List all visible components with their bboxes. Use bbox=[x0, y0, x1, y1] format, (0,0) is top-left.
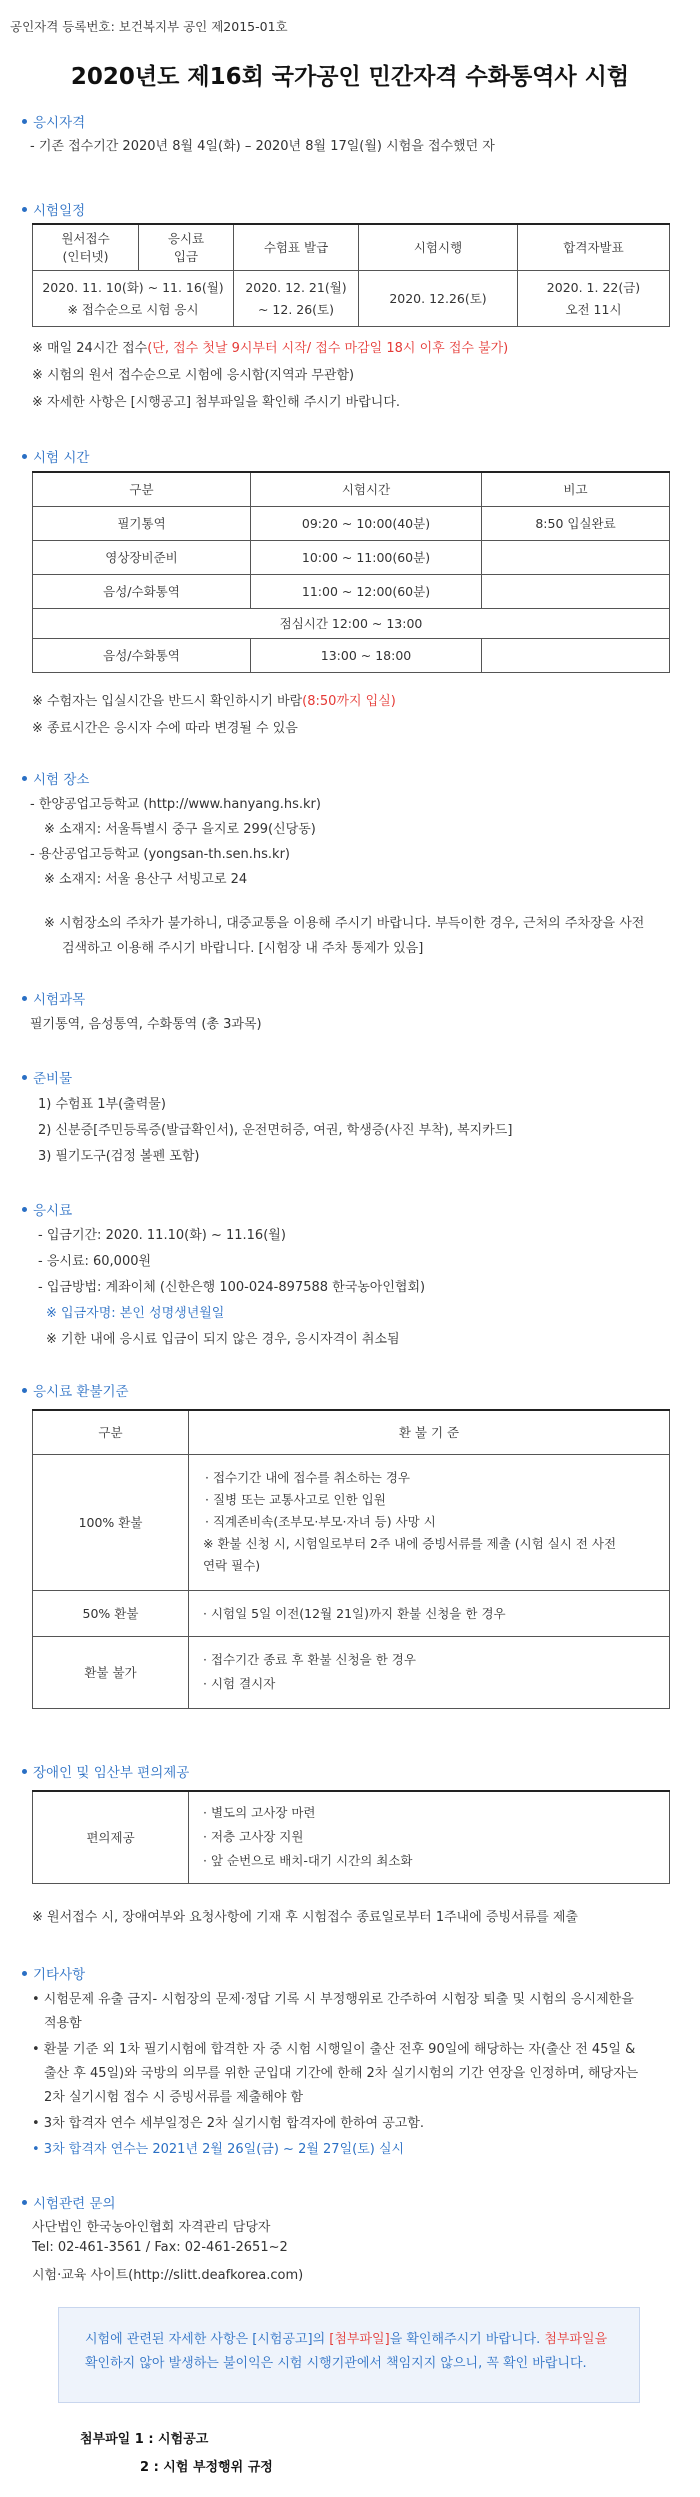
time-cell: 음성/수화통역 bbox=[33, 574, 251, 608]
section-heading-exam-location bbox=[22, 768, 89, 788]
section-heading-label: 시험관련 문의 bbox=[33, 2196, 116, 2212]
time-note: ※ 수험자는 입실시간을 반드시 확인하시기 바람(8:50까지 입실) bbox=[32, 694, 396, 709]
refund-header-cell: 구분 bbox=[33, 1410, 189, 1454]
section-heading-label: 응시료 bbox=[33, 1203, 73, 1219]
time-header-cell: 비고 bbox=[482, 472, 670, 506]
section-heading-label: 시험 시간 bbox=[33, 450, 90, 466]
exam-time-table bbox=[32, 471, 670, 673]
contact-phone: Tel: 02-461-3561 / Fax: 02-461-2651~2 bbox=[32, 2240, 288, 2255]
other-text: 2차 실기시험 접수 시 증빙서류를 제출해야 함 bbox=[44, 2090, 304, 2105]
other-text: • 3차 합격자 연수 세부일정은 2차 실기시험 합격자에 한하여 공고함. bbox=[32, 2116, 425, 2131]
location-text: - 용산공업고등학교 (yongsan-th.sen.hs.kr) bbox=[30, 847, 290, 862]
bullet-icon bbox=[22, 1075, 27, 1080]
time-cell: 13:00 ~ 18:00 bbox=[251, 638, 482, 672]
section-heading-subjects bbox=[22, 988, 85, 1008]
bullet-icon bbox=[22, 1971, 27, 1976]
fee-text: - 입금기간: 2020. 11.10(화) ~ 11.16(월) bbox=[38, 1228, 286, 1243]
registration-number: 공인자격 등록번호: 보건복지부 공인 제2015-01호 bbox=[10, 19, 288, 34]
bullet-icon bbox=[22, 454, 27, 459]
bullet-icon bbox=[22, 776, 27, 781]
time-cell: 음성/수화통역 bbox=[33, 638, 251, 672]
section-heading-other bbox=[22, 1963, 85, 1983]
schedule-note: ※ 시험의 원서 접수순으로 시험에 응시함(지역과 무관함) bbox=[32, 368, 355, 383]
bullet-icon bbox=[22, 207, 27, 212]
supplies-item: 1) 수험표 1부(출력물) bbox=[38, 1097, 166, 1112]
accommodation-note: ※ 원서접수 시, 장애여부와 요청사항에 기재 후 시험접수 종료일로부터 1주내에 증빙서류를 제출 bbox=[32, 1910, 578, 1925]
bullet-icon bbox=[22, 2200, 27, 2205]
schedule-table bbox=[32, 223, 670, 327]
bullet-icon bbox=[22, 1207, 27, 1212]
schedule-note: ※ 자세한 사항은 [시행공고] 첨부파일을 확인해 주시기 바랍니다. bbox=[32, 395, 401, 410]
bullet-icon bbox=[22, 119, 27, 124]
other-text: • 환불 기준 외 1차 필기시험에 합격한 자 중 시험 시행일이 출산 전후 90일에 해당하는 자(출산 전 45일 & bbox=[32, 2042, 636, 2057]
refund-cell: · 시험일 5일 이전(12월 21일)까지 환불 신청을 한 경우 bbox=[189, 1590, 670, 1636]
time-header-cell: 구분 bbox=[33, 472, 251, 506]
schedule-header-cell: 원서접수 (인터넷) bbox=[33, 224, 139, 270]
time-cell: 09:20 ~ 10:00(40분) bbox=[251, 506, 482, 540]
time-cell bbox=[482, 540, 670, 574]
page-title: 2020년도 제16회 국가공인 민간자격 수화통역사 시험 bbox=[70, 64, 630, 90]
section-heading-label: 기타사항 bbox=[33, 1967, 86, 1983]
other-text: • 시험문제 유출 금지- 시험장의 문제·정답 기록 시 부정행위로 간주하여 시험장 퇴출 및 시험의 응시제한을 bbox=[32, 1992, 634, 2007]
other-text: 적용함 bbox=[44, 2016, 82, 2031]
eligibility-text: - 기존 접수기간 2020년 8월 4일(화) – 2020년 8월 17일(월) 시험을 접수했던 자 bbox=[30, 139, 495, 154]
time-cell: 점심시간 12:00 ~ 13:00 bbox=[33, 608, 670, 638]
schedule-cell: 2020. 11. 10(화) ~ 11. 16(월) ※ 접수순으로 시험 응시 bbox=[33, 270, 234, 326]
time-cell: 11:00 ~ 12:00(60분) bbox=[251, 574, 482, 608]
time-cell bbox=[482, 638, 670, 672]
fee-text: - 입금방법: 계좌이체 (신한은행 100-024-897588 한국농아인협회) bbox=[38, 1280, 426, 1295]
time-cell: 10:00 ~ 11:00(60분) bbox=[251, 540, 482, 574]
fee-note: ※ 기한 내에 응시료 입금이 되지 않은 경우, 응시자격이 취소됨 bbox=[46, 1332, 400, 1347]
section-heading-eligibility bbox=[22, 111, 85, 131]
time-header-cell: 시험시간 bbox=[251, 472, 482, 506]
attachment-link-2[interactable]: 2 : 시험 부정행위 규정 bbox=[140, 2460, 273, 2475]
notice-box bbox=[58, 2307, 640, 2403]
schedule-header-cell: 합격자발표 bbox=[518, 224, 670, 270]
time-cell: 필기통역 bbox=[33, 506, 251, 540]
section-heading-accommodation bbox=[22, 1761, 189, 1781]
schedule-header-cell: 응시료 입금 bbox=[139, 224, 234, 270]
schedule-cell: 2020. 12.26(토) bbox=[359, 270, 518, 326]
subjects-text: 필기통역, 음성통역, 수화통역 (총 3과목) bbox=[30, 1017, 262, 1032]
section-heading-label: 시험일정 bbox=[33, 203, 86, 219]
contact-org: 사단법인 한국농아인협회 자격관리 담당자 bbox=[32, 2220, 271, 2235]
refund-cell: 환불 불가 bbox=[33, 1636, 189, 1708]
fee-depositor-note: ※ 입금자명: 본인 성명생년월일 bbox=[46, 1306, 225, 1321]
location-note: 검색하고 이용해 주시기 바랍니다. [시험장 내 주차 통제가 있음] bbox=[62, 941, 424, 956]
accommodation-table bbox=[32, 1790, 670, 1884]
schedule-cell: 2020. 12. 21(월) ~ 12. 26(토) bbox=[234, 270, 359, 326]
refund-header-cell: 환 불 기 준 bbox=[189, 1410, 670, 1454]
refund-cell: 100% 환불 bbox=[33, 1454, 189, 1590]
location-text: ※ 소재지: 서울특별시 중구 을지로 299(신당동) bbox=[44, 822, 316, 837]
refund-cell: 50% 환불 bbox=[33, 1590, 189, 1636]
section-heading-exam-time bbox=[22, 446, 89, 466]
section-heading-label: 응시료 환불기준 bbox=[33, 1384, 129, 1400]
other-training-date: • 3차 합격자 연수는 2021년 2월 26일(금) ~ 2월 27일(토) 실시 bbox=[32, 2142, 405, 2157]
section-heading-supplies bbox=[22, 1067, 72, 1087]
location-text: - 한양공업고등학교 (http://www.hanyang.hs.kr) bbox=[30, 797, 321, 812]
section-heading-fee bbox=[22, 1199, 72, 1219]
time-cell: 영상장비준비 bbox=[33, 540, 251, 574]
time-note: ※ 종료시간은 응시자 수에 따라 변경될 수 있음 bbox=[32, 721, 298, 736]
schedule-header-cell: 시험시행 bbox=[359, 224, 518, 270]
location-text: ※ 소재지: 서울 용산구 서빙고로 24 bbox=[44, 872, 248, 887]
bullet-icon bbox=[22, 1388, 27, 1393]
notice-line-1: 시험에 관련된 자세한 사항은 [시험공고]의 [첨부파일]을 확인해주시기 바랍니다. 첨부파일을 bbox=[85, 2332, 608, 2347]
schedule-note: ※ 매일 24시간 접수(단, 접수 첫날 9시부터 시작/ 접수 마감일 18시 이후 접수 불가) bbox=[32, 341, 509, 356]
section-heading-contact bbox=[22, 2192, 116, 2212]
section-heading-schedule bbox=[22, 199, 85, 219]
supplies-item: 3) 필기도구(검정 볼펜 포함) bbox=[38, 1149, 200, 1164]
refund-cell: · 접수기간 종료 후 환불 신청을 한 경우 · 시험 결시자 bbox=[189, 1636, 670, 1708]
supplies-item: 2) 신분증[주민등록증(발급확인서), 운전면허증, 여권, 학생증(사진 부착), 복지카드] bbox=[38, 1123, 513, 1138]
schedule-header-cell: 수험표 발급 bbox=[234, 224, 359, 270]
bullet-icon bbox=[22, 1769, 27, 1774]
section-heading-label: 시험 장소 bbox=[33, 772, 90, 788]
refund-table bbox=[32, 1409, 670, 1709]
schedule-cell: 2020. 1. 22(금) 오전 11시 bbox=[518, 270, 670, 326]
accommodation-cell: · 별도의 고사장 마련 · 저층 고사장 지원 · 앞 순번으로 배치-대기 시간의 최소화 bbox=[189, 1791, 670, 1883]
bullet-icon bbox=[22, 996, 27, 1001]
notice-line-2: 확인하지 않아 발생하는 불이익은 시험 시행기관에서 책임지지 않으니, 꼭 확인 바랍니다. bbox=[85, 2356, 587, 2371]
other-text: 출산 후 45일)와 국방의 의무를 위한 군입대 기간에 한해 2차 실기시험의 기간 연장을 인정하며, 해당자는 bbox=[44, 2066, 639, 2081]
time-cell: 8:50 입실완료 bbox=[482, 506, 670, 540]
accommodation-cell: 편의제공 bbox=[33, 1791, 189, 1883]
contact-site-link[interactable]: 시험·교육 사이트(http://slitt.deafkorea.com) bbox=[32, 2268, 304, 2283]
section-heading-label: 응시자격 bbox=[33, 115, 86, 131]
location-note: ※ 시험장소의 주차가 불가하니, 대중교통을 이용해 주시기 바랍니다. 부득이한 경우, 근처의 주차장을 사전 bbox=[44, 916, 645, 931]
fee-text: - 응시료: 60,000원 bbox=[38, 1254, 152, 1269]
time-cell bbox=[482, 574, 670, 608]
section-heading-label: 준비물 bbox=[33, 1071, 73, 1087]
refund-cell: · 접수기간 내에 접수를 취소하는 경우 · 질병 또는 교통사고로 인한 입원 · 직계존비속(조부모·부모·자녀 등) 사망 시 ※ 환불 신청 시, 시험일로부터 2주 내에 증빙서류를 제출 (시험 실시 전 사전 연락 필수) bbox=[189, 1454, 670, 1590]
section-heading-refund bbox=[22, 1380, 129, 1400]
attachment-link-1[interactable]: 첨부파일 1 : 시험공고 bbox=[80, 2432, 209, 2447]
section-heading-label: 장애인 및 임산부 편의제공 bbox=[33, 1765, 190, 1781]
section-heading-label: 시험과목 bbox=[33, 992, 86, 1008]
